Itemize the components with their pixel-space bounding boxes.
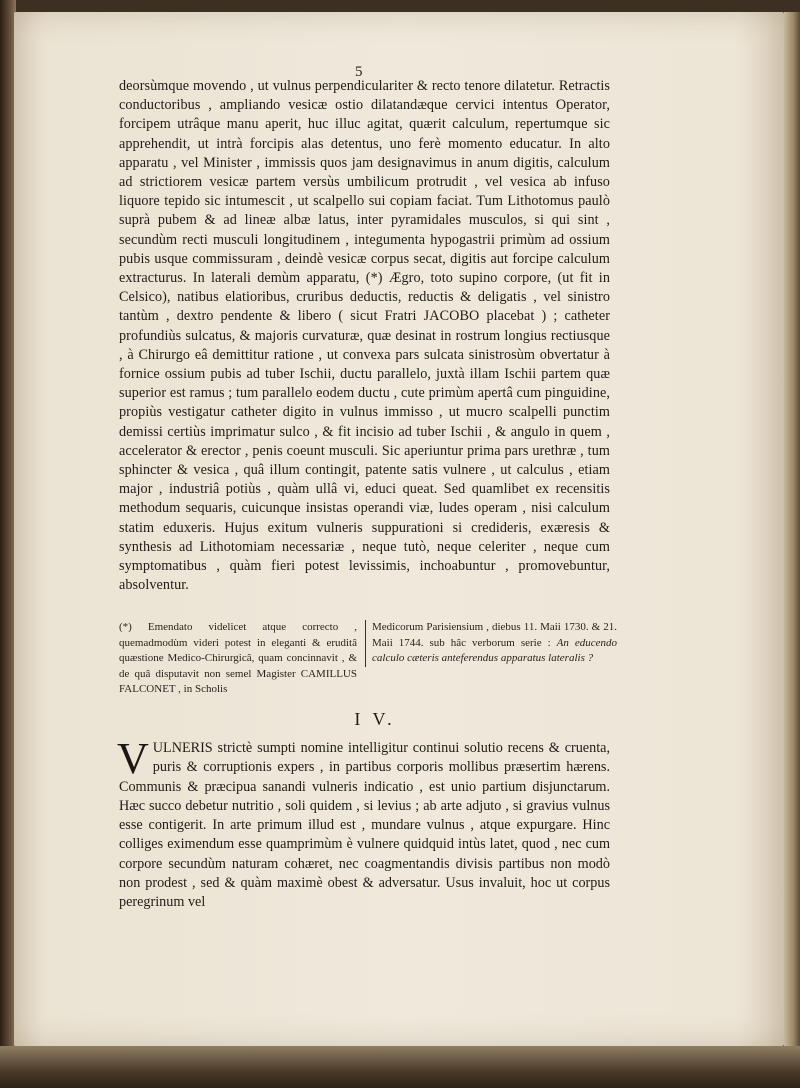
footnote-left-column: (*) Emendato videlicet atque correcto , quemadmodùm videri potest in eleganti & eruditâ quæstione Medico-Chirurgicâ, quam concinnavit , & de quâ disputavit non semel Magister CAMILLUS FALCONET , in Scholis bbox=[119, 621, 357, 696]
page-edge-bottom bbox=[0, 1046, 800, 1088]
main-paragraph bbox=[119, 77, 610, 595]
footnote-block bbox=[119, 620, 618, 700]
footnote-right-text: Medicorum Parisiensium , diebus 11. Maii 1730. & 21. Maii 1744. sub hâc verborum serie : bbox=[372, 621, 617, 649]
section-text: ULNERIS strictè sumpti nomine intelligitur continui solutio recens & cruenta, puris & corruptionis expers , in partibus corporis mollibus præsertim hærens. Communis & præcipua sanandi vulneris indicatio , est unio partium disjunctarum. Hæc succo debetur nutritio , soli quidem , si levius ; ab arte adjuto , si gravius vulnus esse contigerit. In arte primum illud est , mundare vulnus , atque expurgare. Hinc colliges eximendum esse quamprimùm è vulnere quidquid intùs latet, quod , nec cum corpore secundùm naturam cohæret, nec coagmentandis divisis partibus non modò non prodest , sed & quàm maximè obest & adversatur. Usus invaluit, hoc ut corpus peregrinum vel bbox=[119, 740, 610, 911]
drop-cap: V bbox=[117, 734, 149, 783]
main-text: deorsùmque movendo , ut vulnus perpendiculariter & recto tenore dilatetur. Retractis conductoribus , ampliando vesicæ ostio dilatandæque cervici intentus Operator, forcipem utrâque manu aperit, huc illuc agitat, quærit calculum, repertumque sic apprehendit, ut intrà forcipis alas detentus, uno ferè momento educatur. In alto apparatu , vel Minister , immissis quos jam designavimus in anum digitis, calculum ad strictiorem vesicæ partem versùs umbilicum protrudit , vel vesica ab infuso liquore tepido sic intumescit , ut scalpello sui copiam faciat. Tum Lithotomus paulò suprà pubem & ad lineæ albæ latus, inter pyramidales musculos, si qui sint , secundùm recti musculi longitudinem , integumenta hypogastrii primùm ad ossium pubis usque commissuram , deindè vesicæ corpus secat, digitis aut forcipe calculum extracturus. In laterali demùm apparatu, (*) Ægro, toto supino corpore, (ut fit in Celsico), natibus elatioribus, cruribus deductis, reductis & deligatis , vel sinistro tantùm , dextro pendente & libero ( sicut Fratri JACOBO placebat ) ; catheter profundiùs sulcatus, & majoris curvaturæ, quæ desinat in rostrum longius rectiusque , à Chirurgo eâ demittitur ratione , ut convexa pars sulcata sinistrosùm obvertatur à fornice ossium pubis ad tuber Ischii, ductu parallelo, juxtà illam Ischii partem quæ superior est ramus ; tum parallelo eodem ductu , cute primùm apertâ cum pinguidine, propiùs vestigatur catheter digito in vulnus immisso , ut mucro scalpelli punctim demissi certiùs imprimatur sulco , & fit incisio ad tuber Ischii , & angulo in quem , accelerator & erector , penis coeunt musculi. Sic aperiuntur prima pars urethræ , tum sphincter & vesica , quâ illum contingit, patente satis vulnere , ut calculus , etiam major , industriâ potiùs , quàm ullâ vi, educi queat. Sed quamlibet ex recensitis methodum sequaris, cuicunque insistas operandi viæ, ludes operam , nisi calculum statim eduxeris. Hujus exitum vulneris suppurationi si credideris, exæresis & synthesis ad Lithotomiam necessariæ , neque tutò, neque celeriter , neque cum symptomatibus , quàm fieri potest levissimis, inchoabuntur , promovebuntur, absolventur. bbox=[119, 78, 610, 594]
section-heading: I V. bbox=[354, 709, 396, 729]
page-number: 5 bbox=[355, 64, 363, 80]
footnote-right-column bbox=[365, 620, 617, 667]
page-edge-right bbox=[784, 12, 800, 1062]
footnote-question: An educendo calculo cæteris anteferendus apparatus lateralis ? bbox=[372, 636, 618, 665]
section-paragraph bbox=[117, 734, 610, 913]
